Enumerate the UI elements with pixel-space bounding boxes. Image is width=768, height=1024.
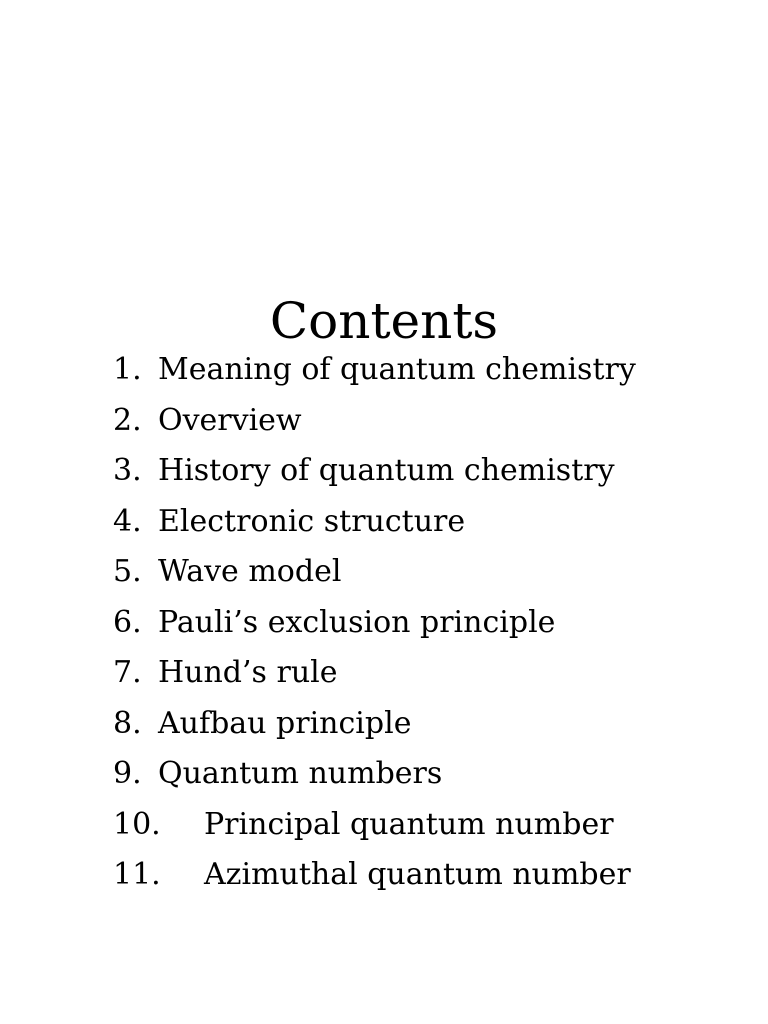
toc-item	[113, 598, 733, 649]
toc-item	[113, 800, 733, 851]
toc-item	[113, 648, 733, 699]
toc-item-label: Wave model	[158, 554, 342, 589]
toc-item	[113, 497, 733, 548]
toc-item	[113, 699, 733, 750]
toc-item-label: Quantum numbers	[158, 756, 443, 791]
toc-item-label: Electronic structure	[158, 503, 466, 539]
toc-item	[113, 396, 733, 447]
toc-item-number: 10.	[113, 806, 161, 842]
toc-item	[113, 547, 733, 598]
toc-item-label: Pauli’s exclusion principle	[158, 604, 556, 640]
toc-item	[113, 446, 733, 497]
toc-item-label: Meaning of quantum chemistry	[158, 352, 636, 387]
page-title: Contents	[269, 291, 499, 350]
toc-item-label: Principal quantum number	[204, 806, 614, 842]
toc-item-number: 6.	[113, 604, 142, 640]
toc-item-label: Azimuthal quantum number	[204, 857, 631, 892]
toc-item-number: 3.	[113, 453, 142, 488]
toc-item-number: 5.	[113, 554, 142, 589]
toc-item	[113, 345, 733, 396]
toc-item-label: Overview	[158, 402, 302, 438]
table-of-contents	[113, 345, 733, 901]
toc-item	[113, 749, 733, 800]
toc-item-number: 1.	[113, 352, 142, 387]
toc-item-number: 11.	[113, 857, 161, 892]
toc-item	[113, 850, 733, 901]
toc-item-number: 7.	[113, 655, 142, 690]
toc-item-number: 4.	[113, 503, 142, 539]
toc-item-label: Aufbau principle	[158, 705, 412, 741]
toc-item-label: History of quantum chemistry	[158, 453, 615, 488]
toc-item-number: 2.	[113, 402, 142, 438]
toc-item-number: 9.	[113, 756, 142, 791]
toc-item-label: Hund’s rule	[158, 655, 338, 690]
toc-item-number: 8.	[113, 705, 142, 741]
